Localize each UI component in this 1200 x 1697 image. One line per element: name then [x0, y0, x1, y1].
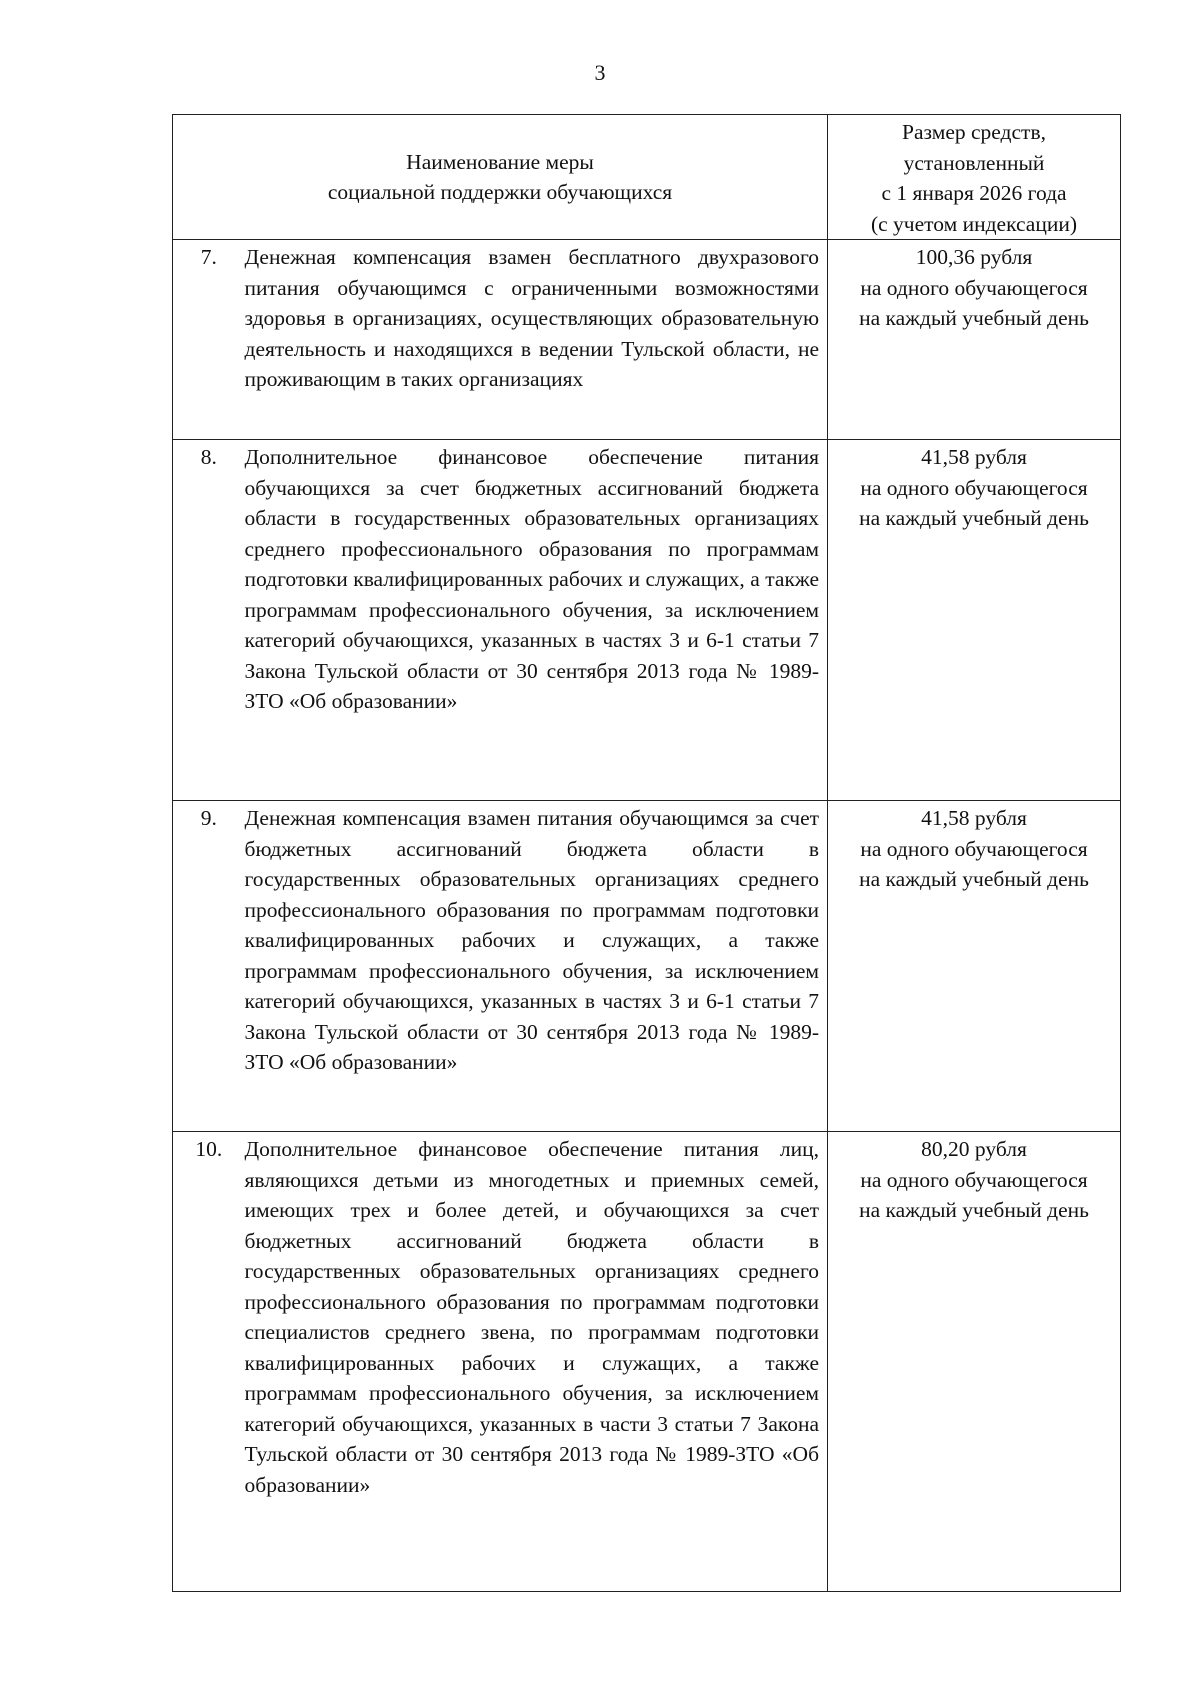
header-amount-line-2: установленный: [903, 150, 1045, 175]
row-amount-period: на каждый учебный день: [859, 306, 1089, 330]
row-amount-per: на одного обучающегося: [860, 275, 1088, 300]
row-number: 7.: [173, 240, 245, 440]
row-measure-name: Дополнительное финансовое обеспечение питания лиц, являющихся детьми из многодетных и приемных семей, имеющих трех и более детей, и обучающихся за счет бюджетных ассигнований бюджета области в государственных образовательных организациях среднего профессионального образования по программам подготовки специалистов среднего звена, по программам подготовки квалифицированных рабочих и служащих, а также программам профессионального обучения, за исключением категорий обучающихся, указанных в части 3 статьи 7 Закона Тульской области от 30 сентября 2013 года № 1989-ЗТО «Об образовании»: [245, 1132, 828, 1592]
table-row: [173, 240, 1121, 440]
row-amount-cell: [828, 801, 1121, 1132]
row-amount-cell: [828, 240, 1121, 440]
row-measure-name: Денежная компенсация взамен питания обучающимся за счет бюджетных ассигнований бюджета области в государственных образовательных организациях среднего профессионального образования по программам подготовки квалифицированных рабочих и служащих, а также программам профессионального обучения, за исключением категорий обучающихся, указанных в частях 3 и 6-1 статьи 7 Закона Тульской области от 30 сентября 2013 года № 1989-ЗТО «Об образовании»: [245, 801, 828, 1132]
row-number: 9.: [173, 801, 245, 1132]
header-amount-line-1: Размер средств,: [902, 120, 1046, 144]
header-name-line-2: социальной поддержки обучающихся: [327, 180, 673, 204]
row-amount-period: на каждый учебный день: [859, 867, 1089, 891]
row-amount-cell: [828, 440, 1121, 801]
table-row: [173, 1132, 1121, 1592]
row-amount-period: на каждый учебный день: [859, 1198, 1089, 1222]
row-number: 10.: [173, 1132, 245, 1592]
row-amount: 100,36 рубля: [915, 245, 1033, 269]
header-amount-line-4: (с учетом индексации): [870, 211, 1078, 236]
row-amount-per: на одного обучающегося: [860, 475, 1088, 500]
row-amount-per: на одного обучающегося: [860, 836, 1088, 861]
page-number: 3: [594, 60, 606, 85]
row-amount: 80,20 рубля: [921, 1137, 1027, 1161]
table-row: [173, 801, 1121, 1132]
header-measure-name: [173, 115, 828, 240]
row-number: 8.: [173, 440, 245, 801]
row-amount: 41,58 рубля: [921, 806, 1027, 830]
row-amount: 41,58 рубля: [921, 445, 1027, 469]
header-amount-line-3: с 1 января 2026 года: [881, 181, 1067, 205]
header-amount: [828, 115, 1121, 240]
table-header-row: [173, 115, 1121, 240]
row-measure-name: Денежная компенсация взамен бесплатного двухразового питания обучающимся с ограниченными возможностями здоровья в организациях, осуществляющих образовательную деятельность и находящихся в ведении Тульской области, не проживающим в таких организациях: [245, 240, 828, 440]
row-amount-cell: [828, 1132, 1121, 1592]
social-support-measures-table: [172, 114, 1121, 1592]
row-amount-period: на каждый учебный день: [859, 506, 1089, 530]
row-measure-name: Дополнительное финансовое обеспечение питания обучающихся за счет бюджетных ассигнований бюджета области в государственных образовательных организациях среднего профессионального образования по программам подготовки квалифицированных рабочих и служащих, а также программам профессионального обучения, за исключением категорий обучающихся, указанных в частях 3 и 6-1 статьи 7 Закона Тульской области от 30 сентября 2013 года № 1989-ЗТО «Об образовании»: [245, 440, 828, 801]
row-amount-per: на одного обучающегося: [860, 1167, 1088, 1192]
header-name-line-1: Наименование меры: [406, 149, 594, 174]
table-row: [173, 440, 1121, 801]
